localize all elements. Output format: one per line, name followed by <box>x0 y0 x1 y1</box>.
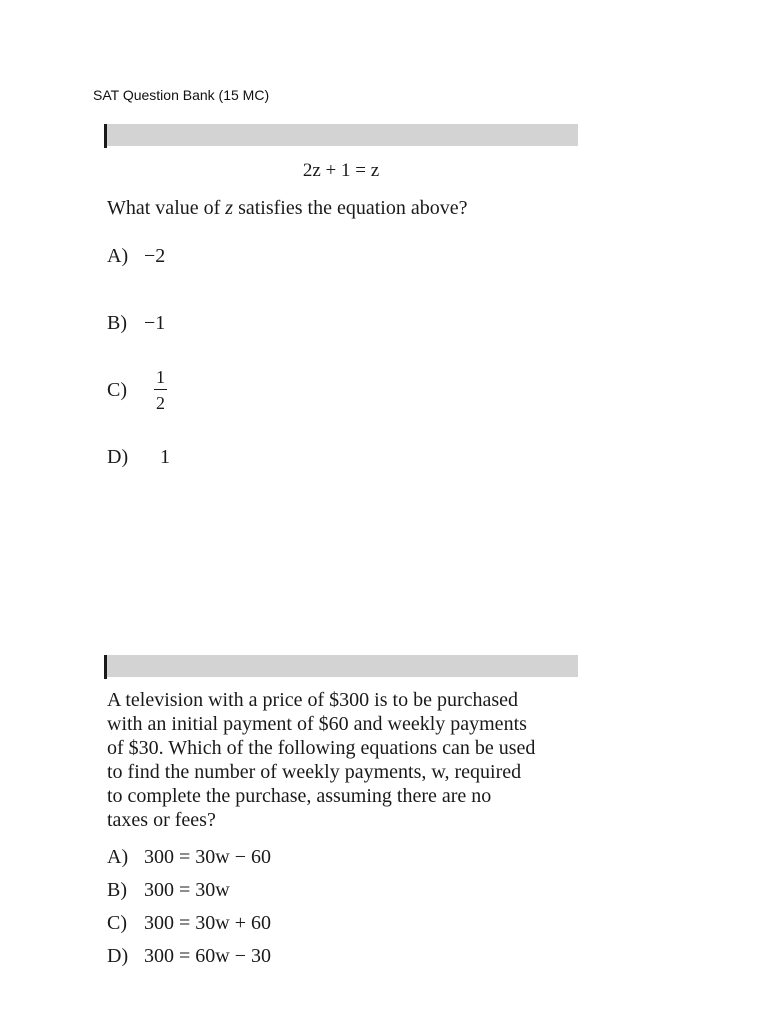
choice-letter: B) <box>107 879 127 901</box>
stem-part: satisfies the equation above? <box>233 197 468 219</box>
fraction-numerator: 1 <box>154 367 167 390</box>
equation-text: 2z + 1 = z <box>302 160 380 181</box>
choice-value: −1 <box>144 312 166 334</box>
question-1-header-bar <box>104 124 578 146</box>
stem-line: taxes or fees? <box>107 809 216 831</box>
page-header: SAT Question Bank (15 MC) <box>93 87 270 103</box>
choice-letter: C) <box>107 378 127 401</box>
question-1-stem <box>107 196 467 220</box>
choice-letter: D) <box>107 945 129 967</box>
choice-letter: B) <box>107 312 127 334</box>
question-2-choice-d[interactable] <box>107 945 271 968</box>
stem-variable: z <box>225 197 234 219</box>
question-2-choice-a[interactable] <box>107 846 271 869</box>
choice-value: −2 <box>144 245 166 267</box>
question-marker <box>104 124 107 148</box>
question-1-choice-a[interactable] <box>107 245 165 268</box>
choice-value: 300 = 60w − 30 <box>144 945 272 967</box>
question-marker <box>104 655 107 679</box>
question-1-equation <box>104 160 578 182</box>
stem-part: What value of <box>107 197 226 219</box>
choice-value: 300 = 30w − 60 <box>144 846 272 868</box>
question-2-header-bar <box>104 655 578 677</box>
fraction <box>154 367 167 413</box>
stem-line: with an initial payment of $60 and weekly payments <box>107 713 527 735</box>
question-1-choice-d[interactable] <box>107 446 170 469</box>
choice-letter: D) <box>107 446 129 468</box>
stem-line: A television with a price of $300 is to be purchased <box>107 689 519 711</box>
question-2-choice-b[interactable] <box>107 879 230 902</box>
fraction-denominator: 2 <box>156 393 165 413</box>
question-2-stem <box>107 688 587 832</box>
choice-value: 300 = 30w <box>144 879 230 901</box>
question-1-choice-b[interactable] <box>107 312 165 335</box>
stem-line: of $30. Which of the following equations can be used <box>107 737 536 759</box>
choice-letter: A) <box>107 846 129 868</box>
choice-letter: A) <box>107 245 129 267</box>
stem-line: to complete the purchase, assuming there are no <box>107 785 492 807</box>
question-2-choice-c[interactable] <box>107 912 271 935</box>
choice-value: 1 <box>160 446 170 468</box>
question-1-choice-c[interactable] <box>107 367 167 413</box>
stem-line: to find the number of weekly payments, w, required <box>107 761 522 783</box>
choice-letter: C) <box>107 912 127 934</box>
choice-value: 300 = 30w + 60 <box>144 912 272 934</box>
